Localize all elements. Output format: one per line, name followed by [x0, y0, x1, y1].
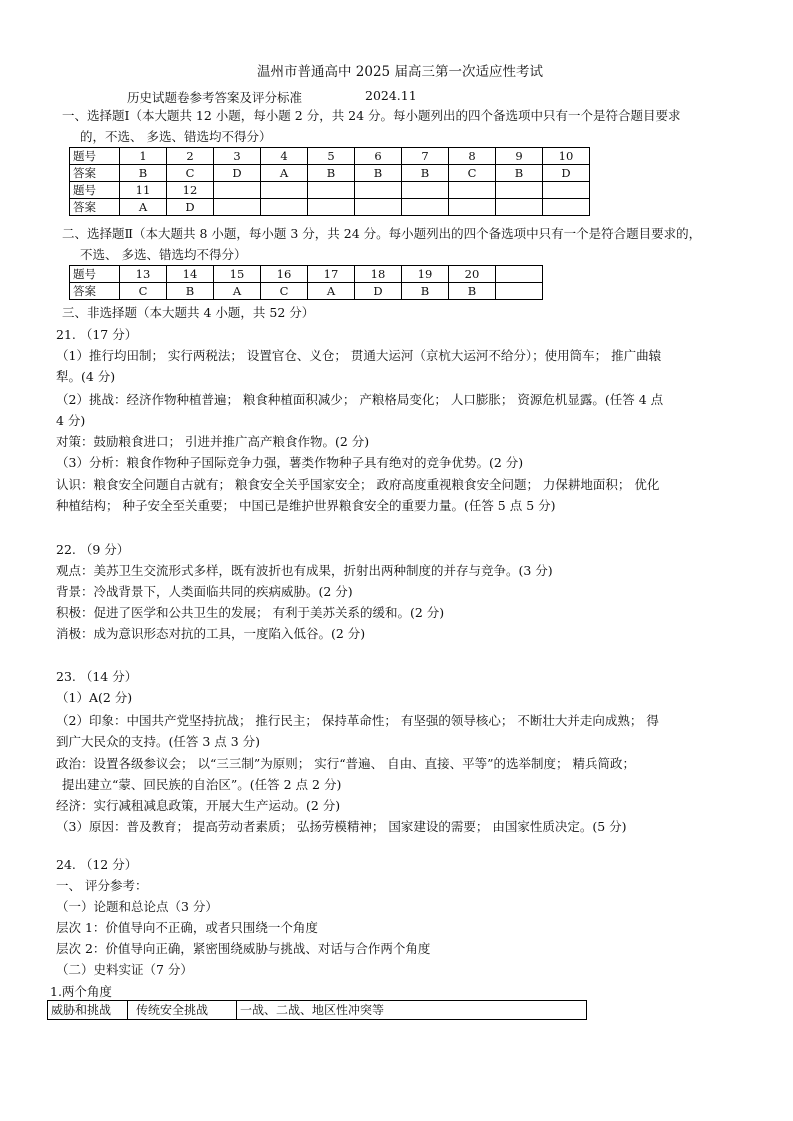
table-cell [449, 199, 496, 216]
exam-date: 2024.11 [365, 88, 417, 103]
table-cell: 10 [543, 148, 590, 165]
table-row [70, 266, 543, 283]
section3-heading: 三、非选择题（本大题共 4 小题，共 52 分） [62, 305, 315, 320]
table-cell: B [402, 283, 449, 300]
table-cell: 18 [355, 266, 402, 283]
table-cell: B [120, 165, 167, 182]
table-cell: 9 [496, 148, 543, 165]
q22-line3: 积极：促进了医学和公共卫生的发展； 有利于美苏关系的缓和。(2 分) [56, 605, 445, 620]
q24-line4: 层次 2：价值导向正确，紧密围绕威胁与挑战、对话与合作两个角度 [56, 941, 431, 956]
table-cell [543, 199, 590, 216]
page-title: 温州市普通高中 2025 届高三第一次适应性考试 [257, 64, 543, 80]
table-cell: 威胁和挑战 [48, 1001, 128, 1020]
q22-title: 22. （9 分） [56, 542, 130, 557]
table-row [70, 283, 543, 300]
table-cell: 5 [308, 148, 355, 165]
section2-instruction-2: 不选、 多选、错选均不得分） [80, 247, 247, 262]
table-cell [355, 199, 402, 216]
table-cell: 19 [402, 266, 449, 283]
table-cell: C [120, 283, 167, 300]
q21-part3-line2: 认识：粮食安全问题自古就有； 粮食安全关乎国家安全； 政府高度重视粮食安全问题； 力保耕地面积； 优化 [56, 477, 660, 492]
table-cell [496, 283, 543, 300]
table-cell: D [543, 165, 590, 182]
row-label-answer: 答案 [70, 165, 120, 182]
table-cell: D [214, 165, 261, 182]
table-cell: A [214, 283, 261, 300]
table-cell [402, 182, 449, 199]
table-cell [355, 182, 402, 199]
table-cell: B [167, 283, 214, 300]
q22-line2: 背景：冷战背景下，人类面临共同的疾病威胁。(2 分) [56, 584, 353, 599]
table-cell [261, 199, 308, 216]
table-cell: A [120, 199, 167, 216]
table-cell [308, 199, 355, 216]
table-cell: 一战、二战、地区性冲突等 [237, 1001, 587, 1020]
section1-instruction-2: 的，不选、 多选、错选均不得分） [80, 129, 272, 144]
table-cell [308, 182, 355, 199]
table-row [70, 165, 590, 182]
q22-line1: 观点：美苏卫生交流形式多样，既有波折也有成果，折射出两种制度的并存与竞争。(3 分) [56, 563, 553, 578]
q21-part3-line3: 种植结构； 种子安全至关重要； 中国已是维护世界粮食安全的重要力量。(任答 5 点 5 分) [56, 498, 556, 513]
q21-part1-line1: （1）推行均田制； 实行两税法； 设置官仓、义仓； 贯通大运河（京杭大运河不给分）；使用筒车； 推广曲辕 [56, 348, 662, 363]
q24-title: 24. （12 分） [56, 857, 138, 872]
table-cell: 4 [261, 148, 308, 165]
row-label-number: 题号 [70, 266, 120, 283]
q24-line5: （二）史料实证（7 分） [56, 962, 193, 977]
q21-part2-line3: 对策：鼓励粮食进口； 引进并推广高产粮食作物。(2 分) [56, 434, 370, 449]
q24-line3: 层次 1：价值导向不正确，或者只围绕一个角度 [56, 920, 318, 935]
table-row [70, 199, 590, 216]
table-cell: 8 [449, 148, 496, 165]
q23-title: 23. （14 分） [56, 669, 138, 684]
section1-answer-table [69, 147, 590, 216]
table-cell [496, 182, 543, 199]
table-cell [496, 266, 543, 283]
table-cell: 3 [214, 148, 261, 165]
q22-line4: 消极：成为意识形态对抗的工具，一度陷入低谷。(2 分) [56, 626, 366, 641]
table-cell: 11 [120, 182, 167, 199]
table-row [48, 1001, 587, 1020]
table-cell: A [308, 283, 355, 300]
table-row [70, 148, 590, 165]
table-cell: C [261, 283, 308, 300]
table-cell: C [449, 165, 496, 182]
section1-instruction-1: 一、选择题Ⅰ（本大题共 12 小题，每小题 2 分，共 24 分。每小题列出的四个备选项中只有一个是符合题目要求 [62, 108, 681, 123]
table-cell: 2 [167, 148, 214, 165]
table-cell [449, 182, 496, 199]
table-cell: 16 [261, 266, 308, 283]
section2-instruction-1: 二、选择题Ⅱ（本大题共 8 小题，每小题 3 分，共 24 分。每小题列出的四个备选项中只有一个是符合题目要求的， [62, 226, 702, 241]
q23-line6: 经济：实行减租减息政策，开展大生产运动。(2 分) [56, 798, 341, 813]
row-label-number: 题号 [70, 148, 120, 165]
table-row [70, 182, 590, 199]
table-cell [402, 199, 449, 216]
q24-line6: 1.两个角度 [50, 984, 112, 999]
table-cell: 1 [120, 148, 167, 165]
table-cell: 14 [167, 266, 214, 283]
table-cell: 12 [167, 182, 214, 199]
q23-line5: 提出建立“蒙、回民族的自治区”。(任答 2 点 2 分) [62, 777, 342, 792]
q23-line7: （3）原因：普及教育； 提高劳动者素质； 弘扬劳模精神； 国家建设的需要； 由国家性质决定。(5 分) [56, 819, 627, 834]
q23-line1: （1）A(2 分) [56, 690, 133, 705]
q24-line2: （一）论题和总论点（3 分） [56, 899, 218, 914]
table-cell: D [355, 283, 402, 300]
q23-line4: 政治：设置各级参议会； 以“三三制”为原则； 实行“普遍、 自由、直接、平等”的选举制度； 精兵简政； [56, 756, 635, 771]
table-cell: 13 [120, 266, 167, 283]
table-cell: 15 [214, 266, 261, 283]
table-cell [214, 199, 261, 216]
row-label-answer: 答案 [70, 283, 120, 300]
q24-table [47, 1000, 587, 1020]
table-cell [543, 182, 590, 199]
row-label-answer: 答案 [70, 199, 120, 216]
table-cell: 6 [355, 148, 402, 165]
table-cell: 7 [402, 148, 449, 165]
table-cell: 20 [449, 266, 496, 283]
q21-part1-line2: 犁。(4 分) [56, 369, 116, 384]
table-cell: B [355, 165, 402, 182]
table-cell: C [167, 165, 214, 182]
section2-answer-table [69, 265, 543, 300]
row-label-number: 题号 [70, 182, 120, 199]
q21-part2-line1: （2）挑战：经济作物种植普遍； 粮食种植面积减少； 产粮格局变化； 人口膨胀； 资源危机显露。(任答 4 点 [56, 392, 664, 407]
table-cell: 传统安全挑战 [128, 1001, 237, 1020]
table-cell: 17 [308, 266, 355, 283]
table-cell: B [402, 165, 449, 182]
table-cell: B [496, 165, 543, 182]
table-cell: D [167, 199, 214, 216]
q23-line3: 到广大民众的支持。(任答 3 点 3 分) [56, 734, 261, 749]
table-cell: B [449, 283, 496, 300]
table-cell [261, 182, 308, 199]
table-cell [496, 199, 543, 216]
q21-part2-line2: 4 分) [56, 413, 86, 428]
page-subtitle: 历史试题卷参考答案及评分标准 [127, 90, 303, 105]
q21-part3-line1: （3）分析：粮食作物种子国际竞争力强，薯类作物种子具有绝对的竞争优势。(2 分) [56, 455, 524, 470]
q21-title: 21. （17 分） [56, 327, 138, 342]
q23-line2: （2）印象：中国共产党坚持抗战； 推行民主； 保持革命性； 有坚强的领导核心； 不断壮大并走向成熟； 得 [56, 713, 659, 728]
table-cell: B [308, 165, 355, 182]
table-cell [214, 182, 261, 199]
table-cell: A [261, 165, 308, 182]
q24-line1: 一、 评分参考： [56, 878, 148, 893]
